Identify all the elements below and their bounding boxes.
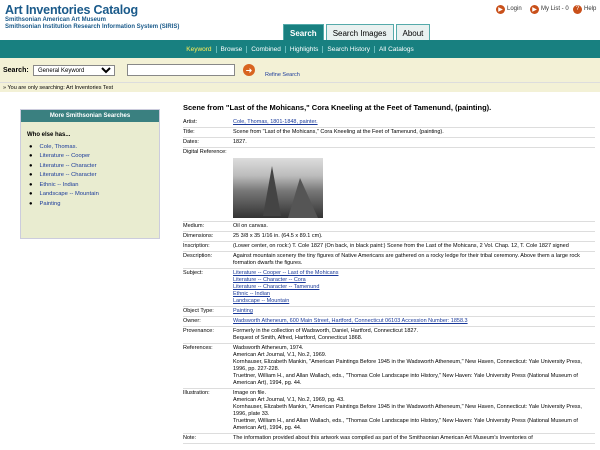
sidebar-item[interactable]: ● Literature -- Character [29, 162, 97, 169]
more-searches-header: More Smithsonian Searches [21, 110, 159, 122]
search-scope-note: » You are only searching: Art Inventories Test [0, 82, 600, 92]
subject-link[interactable]: Ethnic -- Indian [233, 291, 270, 297]
dates-row: Dates: 1827. [183, 138, 595, 148]
medium-row: Medium: Oil on canvas. [183, 222, 595, 232]
go-arrow-icon[interactable]: ➜ [243, 64, 255, 76]
more-searches-panel [20, 109, 160, 239]
search-type-select[interactable] [33, 65, 115, 76]
bullet-icon: ● [29, 162, 33, 169]
inscription-row: Inscription: (Lower center, on rock:) T. Cole 1827 (On back, in black paint:) Scene from the Last of the Mohicans, 2 Vol. Chap. 12, T. Cole 1827 signed [183, 242, 595, 252]
painting-thumbnail[interactable] [233, 158, 323, 218]
bullet-icon: ● [29, 191, 33, 197]
subject-row: Subject: Literature -- Cooper -- Last of the Mohicans Literature -- Character -- Cora Literature -- Character -- Tamenund Ethnic -- Indian Landscape -- Mountain [183, 269, 595, 307]
search-bar [0, 58, 600, 82]
nav-all-catalogs[interactable]: All Catalogs [374, 46, 418, 53]
tab-bar [283, 24, 430, 41]
who-else-heading: Who else has... [27, 132, 71, 138]
help-link[interactable]: ? Help [573, 3, 596, 15]
nav-highlights[interactable]: Highlights [285, 46, 323, 53]
bullet-icon: ● [29, 181, 33, 188]
my-list-link[interactable]: ▶ My List - 0 [530, 3, 569, 15]
owner-row: Owner: Wadsworth Atheneum, 600 Main Street, Hartford, Connecticut 06103 Accession Number: 1858.3 [183, 317, 595, 327]
sidebar-item[interactable]: ● Literature -- Cooper [29, 153, 91, 159]
search-label: Search: [3, 67, 29, 74]
bullet-icon: ● [29, 143, 33, 150]
search-nav-bar [0, 40, 600, 58]
sidebar-item[interactable]: ● Landscape -- Mountain [29, 191, 99, 197]
bullet-icon: ● [29, 172, 33, 178]
references-row: References: Wadsworth Atheneum, 1974. American Art Journal, V.1, No.2, 1969. Kornhauser, Elizabeth Mankin, "American Paintings Before 1945 in the Wadsworth Atheneum," New Haven, Connecticut: Yale University Press, 1996, pp. 227-228. Truettner, William H., and Allan Wallach, eds., "Thomas Cole Landscape into History," New Haven: Yale University Press (National Museum of American Art), 1994, pg. 44. [183, 344, 595, 389]
digital-reference-row: Digital Reference: [183, 148, 595, 222]
description-row: Description: Against mountain scenery the tiny figures of Native Americans are gathered on a rocky ledge for their tribal ceremony. Above them a large rock formation dwarfs the figures. [183, 252, 595, 269]
nav-browse[interactable]: Browse [216, 46, 247, 53]
museum-name: Smithsonian American Art Museum [5, 17, 106, 23]
object-type-link[interactable]: Painting [233, 308, 253, 314]
list-icon: ▶ [530, 5, 539, 14]
dimensions-row: Dimensions: 25 3/8 x 35 1/16 in. (64.5 x 89.1 cm). [183, 232, 595, 242]
artist-row: Artist: Cole, Thomas, 1801-1848, painter. [183, 118, 595, 128]
login-icon: ▶ [496, 5, 505, 14]
illustration-row: Illustration: Image on file. American Art Journal, V.1, No.2, 1969, pg. 43. Kornhauser, Elizabeth Mankin, "American Paintings Before 1945 in the Wadsworth Atheneum," New Haven, Connecticut: Yale University Press, 1996, plate 33. Truettner, William H., and Allan Wallach, eds., "Thomas Cole Landscape into History," New Haven: Yale University Press (National Museum of American Art), 1994, pg. 44. [183, 389, 595, 434]
system-name: Smithsonian Institution Research Information System (SIRIS) [5, 24, 180, 30]
record-detail [183, 103, 595, 444]
object-type-row: Object Type: Painting [183, 307, 595, 317]
note-row: Note: The information provided about this artwork was compiled as part of the Smithsonian American Art Museum's Inventories of [183, 434, 595, 444]
record-title: Scene from "Last of the Mohicans," Cora Kneeling at the Feet of Tamenund, (painting). [183, 103, 492, 112]
sidebar-item[interactable]: ● Literature -- Character [29, 172, 97, 178]
refine-search-link[interactable]: Refine Search [265, 72, 300, 78]
tab-about[interactable]: About [396, 24, 431, 41]
nav-combined[interactable]: Combined [246, 46, 285, 53]
subject-link[interactable]: Literature -- Cooper -- Last of the Mohicans [233, 270, 339, 276]
provenance-row: Provenance: Formerly in the collection of Wadsworth, Daniel, Hartford, Connecticut 1827. Bequest of Smith, Alfred, Hartford, Connecticut 1868. [183, 327, 595, 344]
sidebar-item[interactable]: ● Ethnic -- Indian [29, 181, 79, 188]
login-link[interactable]: ▶ Login [496, 3, 522, 15]
subject-link[interactable]: Literature -- Character -- Cora [233, 277, 306, 283]
tab-search-images[interactable]: Search Images [326, 24, 394, 41]
header [0, 0, 600, 40]
bullet-icon: ● [29, 200, 33, 207]
artist-link[interactable]: Cole, Thomas, 1801-1848, painter. [233, 119, 318, 125]
title-row: Title: Scene from "Last of the Mohicans," Cora Kneeling at the Feet of Tamenund, (painting). [183, 128, 595, 138]
subject-link[interactable]: Literature -- Character -- Tamenund [233, 284, 320, 290]
tab-search[interactable]: Search [283, 24, 324, 41]
bullet-icon: ● [29, 153, 33, 159]
help-icon: ? [573, 5, 582, 14]
catalog-title[interactable]: Art Inventories Catalog [5, 3, 138, 17]
owner-link[interactable]: Wadsworth Atheneum, 600 Main Street, Hartford, Connecticut 06103 Accession Number: 1858.3 [233, 318, 468, 324]
nav-keyword[interactable]: Keyword [186, 45, 212, 53]
nav-search-history[interactable]: Search History [322, 46, 374, 53]
subject-link[interactable]: Landscape -- Mountain [233, 298, 290, 304]
sidebar-item[interactable]: ● Painting [29, 200, 61, 207]
sidebar-item[interactable]: ● Cole, Thomas. [29, 143, 78, 150]
search-input[interactable] [127, 64, 235, 76]
